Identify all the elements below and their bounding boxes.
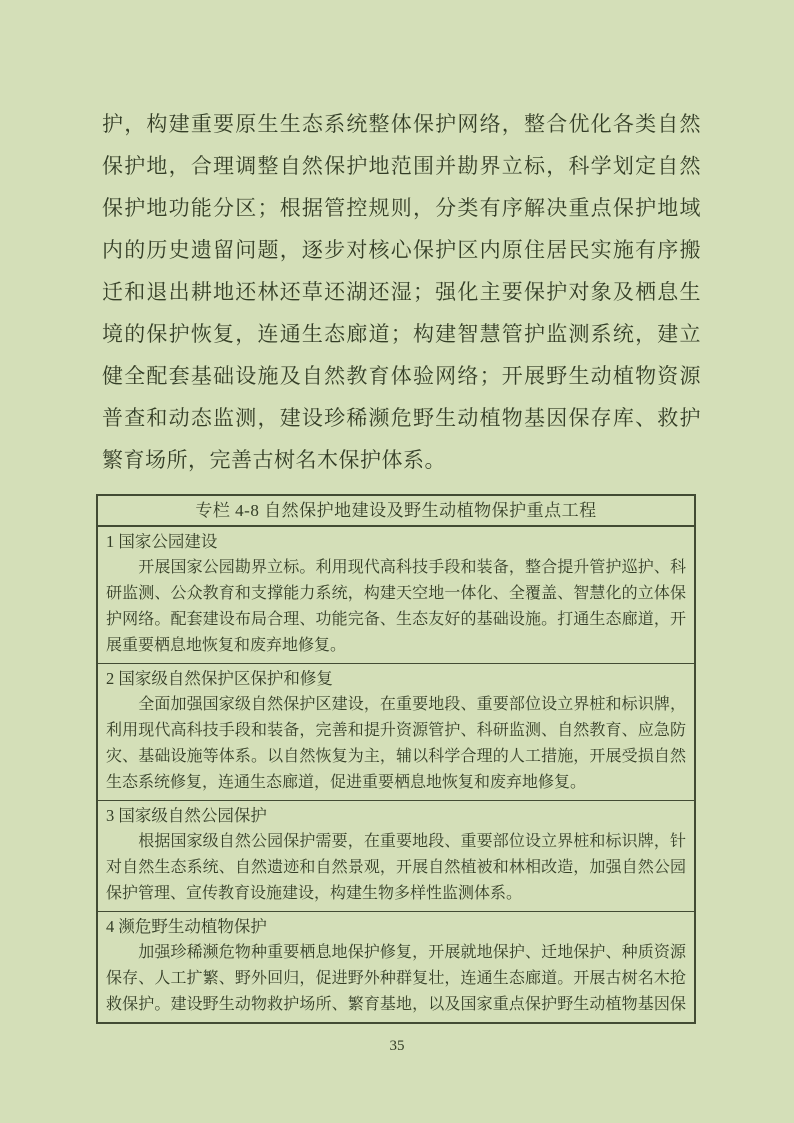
section-4-title: 4 濒危野生动植物保护: [106, 917, 267, 936]
text-line: 护，构建重要原生生态系统整体保护网络，整合优化各类自然: [102, 112, 701, 136]
text-line: 保护管理、宣传教育设施建设，构建生物多样性监测体系。: [106, 885, 523, 902]
text-line: 繁育场所，完善古树名木保护体系。: [102, 448, 446, 472]
text-line: 境的保护恢复，连通生态廊道；构建智慧管护监测系统，建立: [102, 322, 701, 346]
box-section-2: [98, 663, 694, 800]
feature-box-title: 专栏 4-8 自然保护地建设及野生动植物保护重点工程: [98, 496, 694, 527]
text-line: 加强珍稀濒危物种重要栖息地保护修复，开展就地保护、迁地保护、种质资源: [106, 944, 686, 961]
text-line: 内的历史遗留问题，逐步对核心保护区内原住居民实施有序搬: [102, 238, 701, 262]
text-line: 全面加强国家级自然保护区建设，在重要地段、重要部位设立界桩和标识牌，: [106, 696, 686, 713]
text-line: 健全配套基础设施及自然教育体验网络；开展野生动植物资源: [102, 364, 701, 388]
box-section-1: [98, 527, 694, 663]
section-3-title: 3 国家级自然公园保护: [106, 806, 267, 825]
box-section-4: [98, 911, 694, 1022]
section-2-title: 2 国家级自然保护区保护和修复: [106, 669, 333, 688]
text-line: 生态系统修复，连通生态廊道，促进重要栖息地恢复和废弃地修复。: [106, 774, 587, 791]
text-line: 迁和退出耕地还林还草还湖还湿；强化主要保护对象及栖息生: [102, 280, 701, 304]
text-line: 救保护。建设野生动物救护场所、繁育基地，以及国家重点保护野生动植物基因保: [106, 996, 686, 1013]
section-1-body: [106, 555, 686, 659]
text-line: 根据国家级自然公园保护需要，在重要地段、重要部位设立界桩和标识牌，针: [106, 833, 686, 850]
page-number: 35: [389, 1038, 405, 1054]
text-line: 展重要栖息地恢复和废弃地修复。: [106, 637, 347, 654]
section-4-body: [106, 940, 686, 1018]
section-3-body: [106, 829, 686, 907]
feature-box: [96, 494, 696, 1024]
text-line: 开展国家公园勘界立标。利用现代高科技手段和装备，整合提升管护巡护、科: [106, 559, 686, 576]
text-line: 护网络。配套建设布局合理、功能完备、生态友好的基础设施。打通生态廊道，开: [106, 611, 686, 628]
text-line: 普查和动态监测，建设珍稀濒危野生动植物基因保存库、救护: [102, 406, 701, 430]
text-line: 灾、基础设施等体系。以自然恢复为主，辅以科学合理的人工措施，开展受损自然: [106, 748, 686, 765]
body-paragraph: [102, 103, 701, 481]
text-line: 对自然生态系统、自然遗迹和自然景观，开展自然植被和林相改造，加强自然公园: [106, 859, 686, 876]
section-2-body: [106, 692, 686, 796]
section-1-title: 1 国家公园建设: [106, 532, 218, 551]
text-line: 保护地功能分区；根据管控规则，分类有序解决重点保护地域: [102, 196, 701, 220]
text-line: 保护地，合理调整自然保护地范围并勘界立标，科学划定自然: [102, 154, 701, 178]
text-line: 利用现代高科技手段和装备，完善和提升资源管护、科研监测、自然教育、应急防: [106, 722, 686, 739]
box-section-3: [98, 800, 694, 911]
text-line: 研监测、公众教育和支撑能力系统，构建天空地一体化、全覆盖、智慧化的立体保: [106, 585, 686, 602]
text-line: 保存、人工扩繁、野外回归，促进野外种群复壮，连通生态廊道。开展古树名木抢: [106, 970, 686, 987]
